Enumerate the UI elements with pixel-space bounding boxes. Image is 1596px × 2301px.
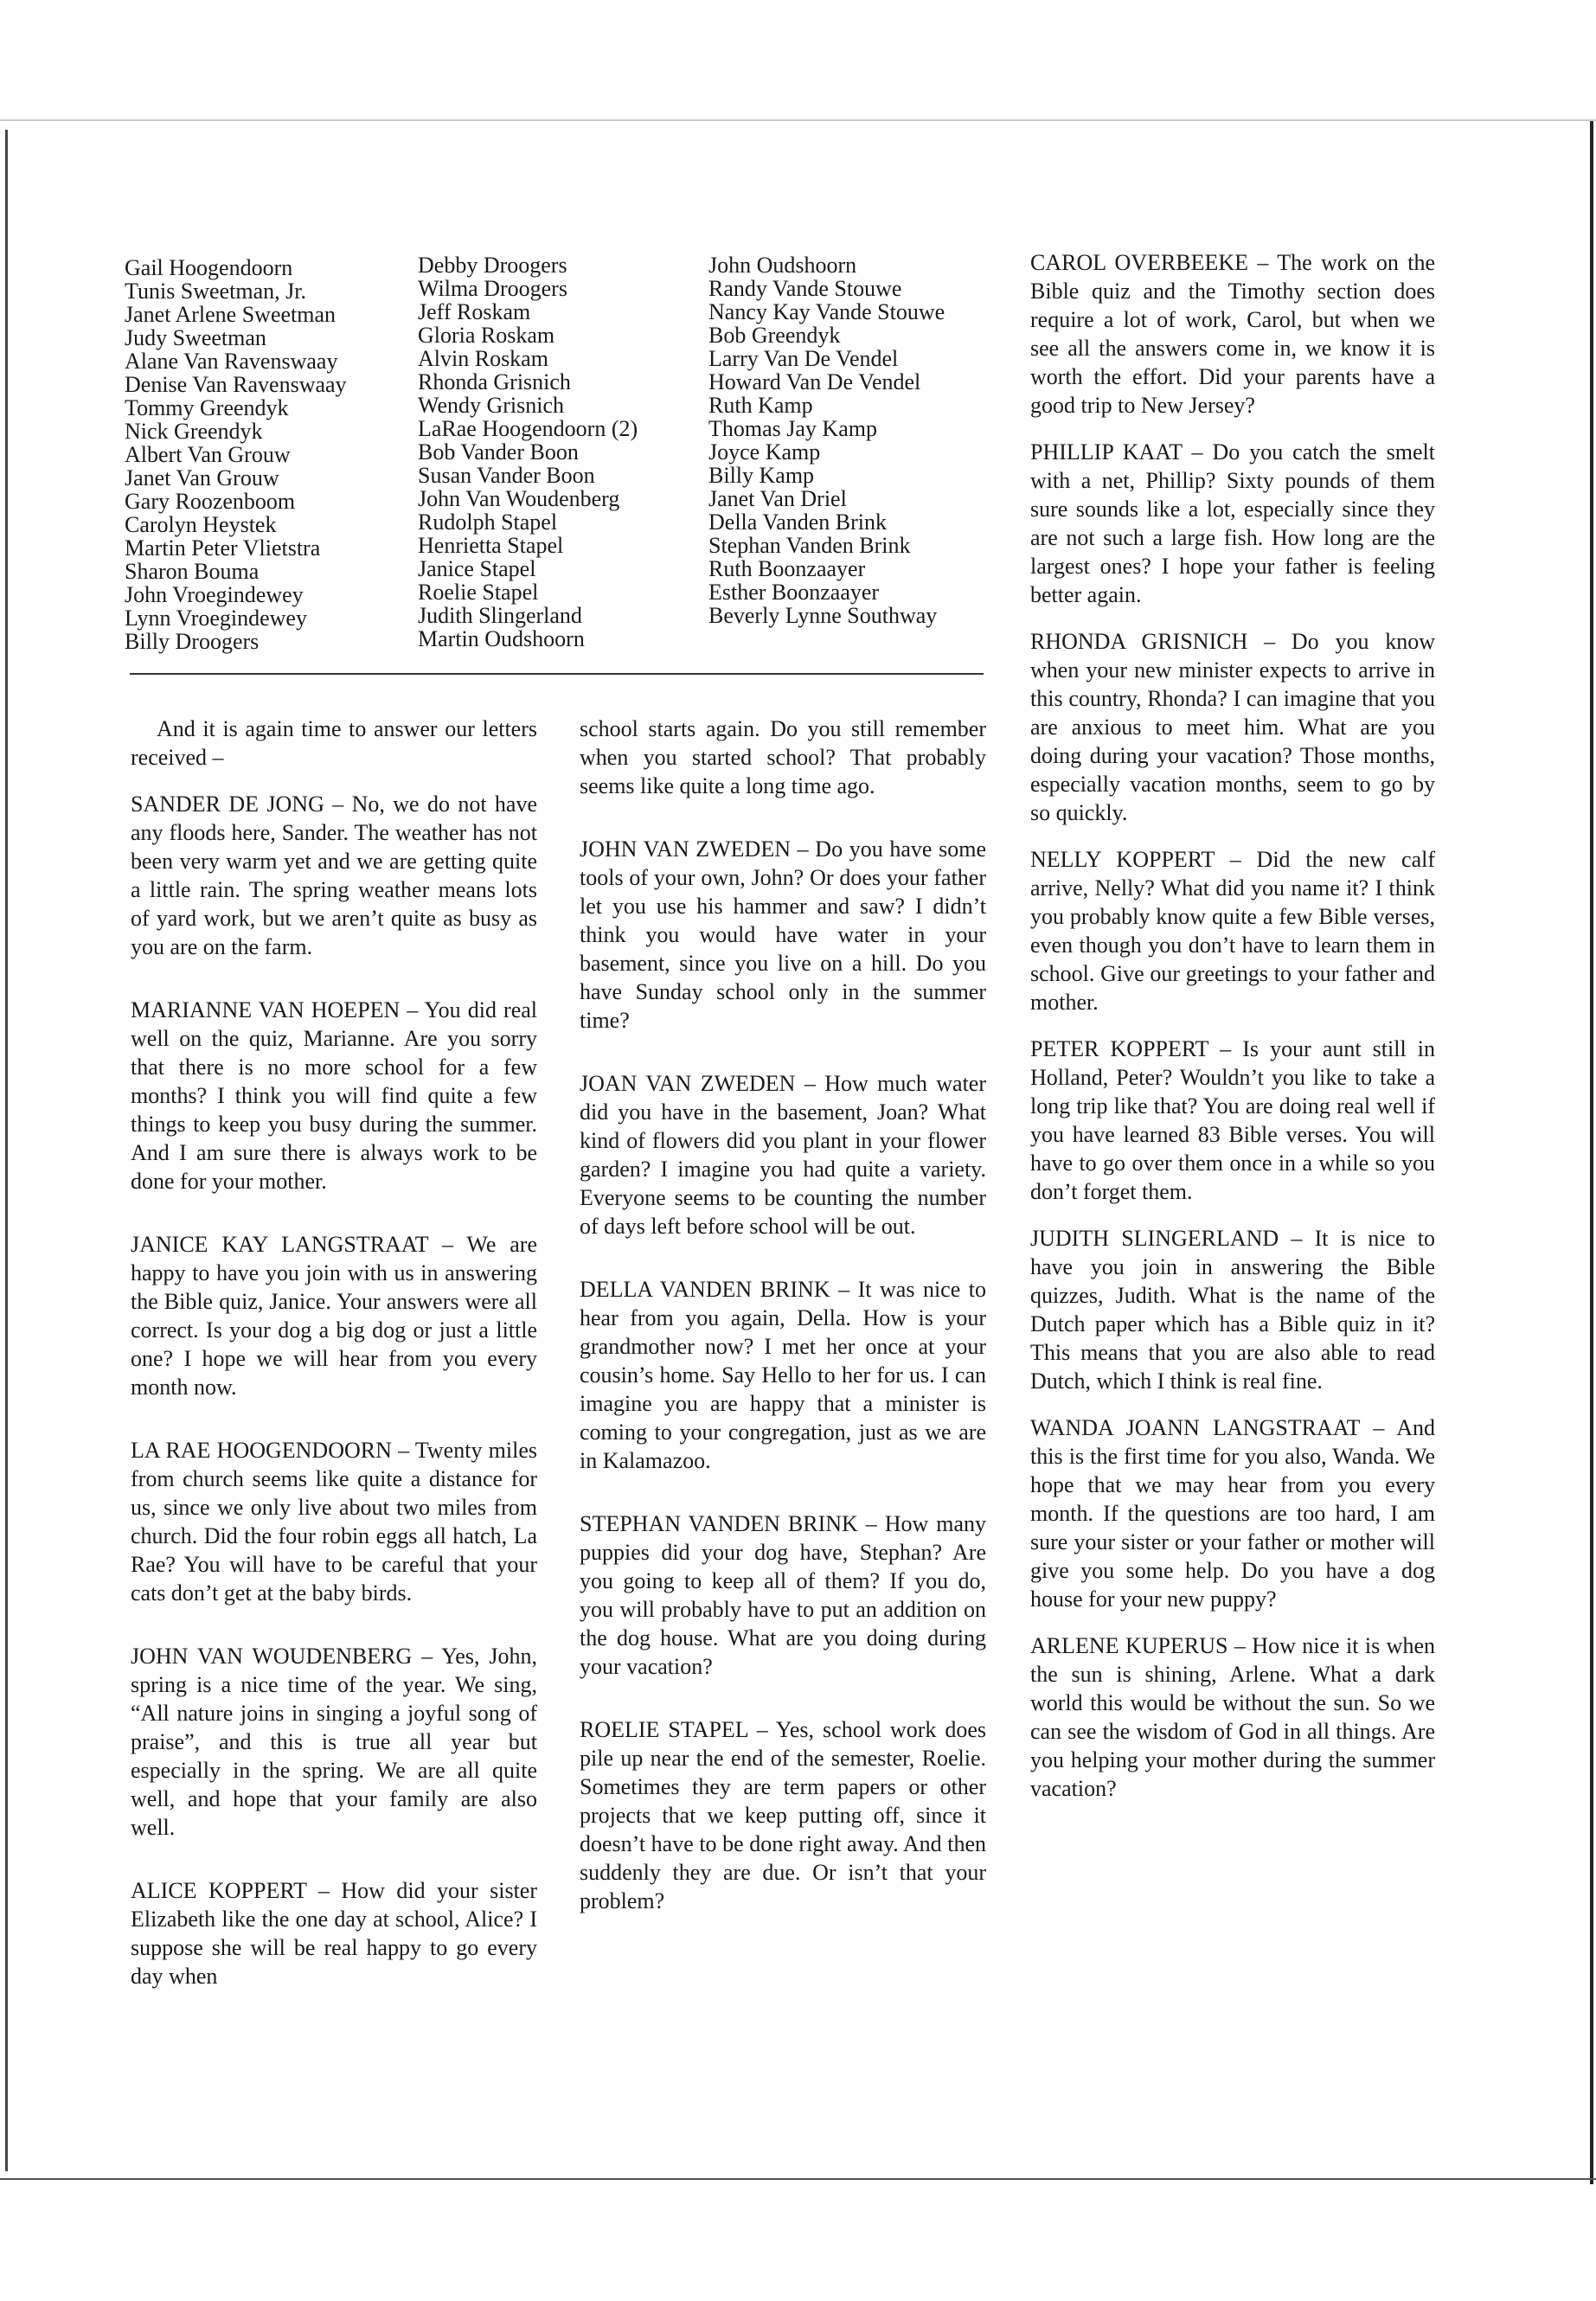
letter-reply: JUDITH SLINGERLAND – It is nice to have you join in answering the Bible quizzes, Judith. What is the name of the Dutch paper which has a Bible quiz in it? This means that you are also able to read Dutch, which I think is real fine.: [1030, 1226, 1435, 1394]
middle-column: [580, 715, 986, 1933]
list-item: Billy Droogers: [125, 629, 260, 654]
list-item: Denise Van Ravenswaay: [125, 372, 347, 397]
letter-reply: LA RAE HOOGENDOORN – Twenty miles from church seems like quite a distance for us, since we only live about two miles from church. Did the four robin eggs all hatch, La Rae? You will have to be careful that your cats don’t get at the baby birds.: [131, 1438, 537, 1606]
list-item: Henrietta Stapel: [418, 533, 564, 558]
list-item: Stephan Vanden Brink: [708, 533, 911, 558]
right-page-edge: [1590, 121, 1593, 2184]
list-item: Albert Van Grouw: [125, 442, 291, 467]
list-item: Randy Vande Stouwe: [708, 276, 902, 301]
letter-reply: ALICE KOPPERT – How did your sister Elizabeth like the one day at school, Alice? I suppose she will be real happy to go every day when: [131, 1878, 537, 1989]
list-item: John Van Woudenberg: [418, 486, 620, 511]
letter-reply: JOHN VAN WOUDENBERG – Yes, John, spring is a nice time of the year. We sing, “All nature joins in singing a joyful song of praise”, and this is true all year but especially in the spring. We are all quite well, and hope that your family are also well.: [131, 1644, 537, 1840]
page-top-edge: [0, 119, 1596, 121]
section-divider: [130, 673, 984, 675]
list-item: Judy Sweetman: [125, 325, 266, 350]
list-item: Martin Oudshoorn: [418, 626, 585, 651]
letter-reply: PETER KOPPERT – Is your aunt still in Holland, Peter? Wouldn’t you like to take a long trip like that? You are doing real well if you have learned 83 Bible verses. You will have to go over them once in a while so you don’t forget them.: [1030, 1036, 1435, 1204]
list-item: Tommy Greendyk: [125, 395, 289, 420]
list-item: Esther Boonzaayer: [708, 580, 880, 605]
letter-reply: RHONDA GRISNICH – Do you know when your new minister expects to arrive in this country, Rhonda? I can imagine that you are anxious to meet him. What are you doing during your vacation? Those months, especially vacation months, seem to go by so quickly.: [1030, 629, 1435, 825]
list-item: Jeff Roskam: [418, 299, 531, 324]
names-column-1: [125, 256, 410, 653]
list-item: Nancy Kay Vande Stouwe: [708, 299, 945, 324]
list-item: Larry Van De Vendel: [708, 346, 899, 371]
letter-reply: SANDER DE JONG – No, we do not have any floods here, Sander. The weather has not been very warm yet and we are getting quite a little rain. The spring weather means lots of yard work, but we aren’t quite as busy as you are on the farm.: [131, 792, 537, 959]
list-item: Della Vanden Brink: [708, 510, 888, 535]
list-item: Gloria Roskam: [418, 323, 555, 348]
list-item: John Vroegindewey: [125, 582, 304, 607]
list-item: John Oudshoorn: [708, 253, 857, 278]
list-item: Tunis Sweetman, Jr.: [125, 279, 306, 304]
right-column: [1030, 248, 1435, 1821]
list-item: Ruth Kamp: [708, 393, 813, 418]
letter-reply: MARIANNE VAN HOEPEN – You did real well on the quiz, Marianne. Are you sorry that there is no more school for a few months? I think you will find quite a few things to keep you busy during the summer. And I am sure there is always work to be done for your mother.: [131, 997, 537, 1194]
list-item: Carolyn Heystek: [125, 512, 277, 537]
list-item: Bob Vander Boon: [418, 439, 579, 465]
letter-reply: school starts again. Do you still remember when you started school? That probably seems like quite a long time ago.: [580, 716, 986, 798]
letter-reply: JOAN VAN ZWEDEN – How much water did you have in the basement, Joan? What kind of flowers did you plant in your flower garden? I imagine you had quite a variety. Everyone seems to be counting the number of days left before school will be out.: [580, 1071, 986, 1239]
letter-reply: ROELIE STAPEL – Yes, school work does pile up near the end of the semester, Roelie. Sometimes they are term papers or other projects that we keep putting off, since it doesn’t have to be done right away. And then suddenly they are due. Or isn’t that your problem?: [580, 1717, 986, 1913]
list-item: Janet Van Driel: [708, 486, 847, 511]
names-column-3: [708, 253, 994, 627]
list-item: Beverly Lynne Southway: [708, 603, 938, 628]
list-item: Susan Vander Boon: [418, 463, 595, 488]
letter-reply: WANDA JOANN LANGSTRAAT – And this is the first time for you also, Wanda. We hope that we may hear from you every month. If the questions are too hard, I am sure your sister or your father or mother will give you some help. Do you have a dog house for your new puppy?: [1030, 1415, 1435, 1612]
list-item: Wendy Grisnich: [418, 393, 565, 418]
list-item: Lynn Vroegindewey: [125, 606, 307, 631]
list-item: Gail Hoogendoorn: [125, 255, 293, 280]
list-item: Rudolph Stapel: [418, 510, 558, 535]
list-item: Judith Slingerland: [418, 603, 582, 628]
list-item: Alane Van Ravenswaay: [125, 349, 338, 374]
list-item: LaRae Hoogendoorn (2): [418, 416, 638, 441]
list-item: Howard Van De Vendel: [708, 369, 921, 394]
list-item: Janet Arlene Sweetman: [125, 302, 337, 327]
letter-reply: JOHN VAN ZWEDEN – Do you have some tools of your own, John? Or does your father let you use his hammer and saw? I didn’t think you would have water in your basement, since you live on a hill. Do you have Sunday school only in the summer time?: [580, 836, 986, 1033]
list-item: Joyce Kamp: [708, 439, 821, 465]
bottom-page-edge: [0, 2178, 1596, 2180]
intro-paragraph: And it is again time to answer our letters received –: [131, 716, 537, 770]
letter-reply: NELLY KOPPERT – Did the new calf arrive, Nelly? What did you name it? I think you probably know quite a few Bible verses, even though you don’t have to learn them in school. Give our greetings to your father and mother.: [1030, 847, 1435, 1015]
letter-reply: DELLA VANDEN BRINK – It was nice to hear from you again, Della. How is your grandmother now? I met her once at your cousin’s home. Say Hello to her for us. I can imagine you are happy that a minister is coming to your congregation, just as we are in Kalamazoo.: [580, 1277, 986, 1473]
list-item: Billy Kamp: [708, 463, 815, 488]
left-column: [131, 715, 537, 2009]
letter-reply: JANICE KAY LANGSTRAAT – We are happy to have you join with us in answering the Bible quiz, Janice. Your answers were all correct. Is your dog a big dog or just a little one? I hope we will hear from you every month now.: [131, 1232, 537, 1400]
list-item: Debby Droogers: [418, 253, 567, 278]
names-column-2: [418, 253, 703, 651]
list-item: Janet Van Grouw: [125, 465, 279, 490]
letter-reply: STEPHAN VANDEN BRINK – How many puppies did your dog have, Stephan? Are you going to keep all of them? If you do, you will probably have to put an addition on the dog house. What are you doing during your vacation?: [580, 1511, 986, 1679]
list-item: Janice Stapel: [418, 556, 536, 581]
list-item: Rhonda Grisnich: [418, 369, 571, 394]
letter-reply: CAROL OVERBEEKE – The work on the Bible quiz and the Timothy section does require a lot of work, Carol, but when we see all the answers come in, we know it is worth the effort. Did your parents have a good trip to New Jersey?: [1030, 250, 1435, 418]
list-item: Bob Greendyk: [708, 323, 841, 348]
list-item: Thomas Jay Kamp: [708, 416, 877, 441]
letter-reply: PHILLIP KAAT – Do you catch the smelt with a net, Phillip? Sixty pounds of them sure sounds like a lot, especially since they are not such a large fish. How long are the largest ones? I hope your father is feeling better again.: [1030, 439, 1435, 607]
list-item: Sharon Bouma: [125, 559, 260, 584]
list-item: Roelie Stapel: [418, 580, 539, 605]
left-page-edge: [5, 130, 8, 2171]
list-item: Wilma Droogers: [418, 276, 567, 301]
list-item: Alvin Roskam: [418, 346, 548, 371]
list-item: Nick Greendyk: [125, 419, 263, 444]
list-item: Gary Roozenboom: [125, 489, 296, 514]
letter-reply: ARLENE KUPERUS – How nice it is when the sun is shining, Arlene. What a dark world this would be without the sun. So we can see the wisdom of God in all things. Are you helping your mother during the summer vacation?: [1030, 1633, 1435, 1801]
list-item: Martin Peter Vlietstra: [125, 535, 321, 561]
list-item: Ruth Boonzaayer: [708, 556, 866, 581]
